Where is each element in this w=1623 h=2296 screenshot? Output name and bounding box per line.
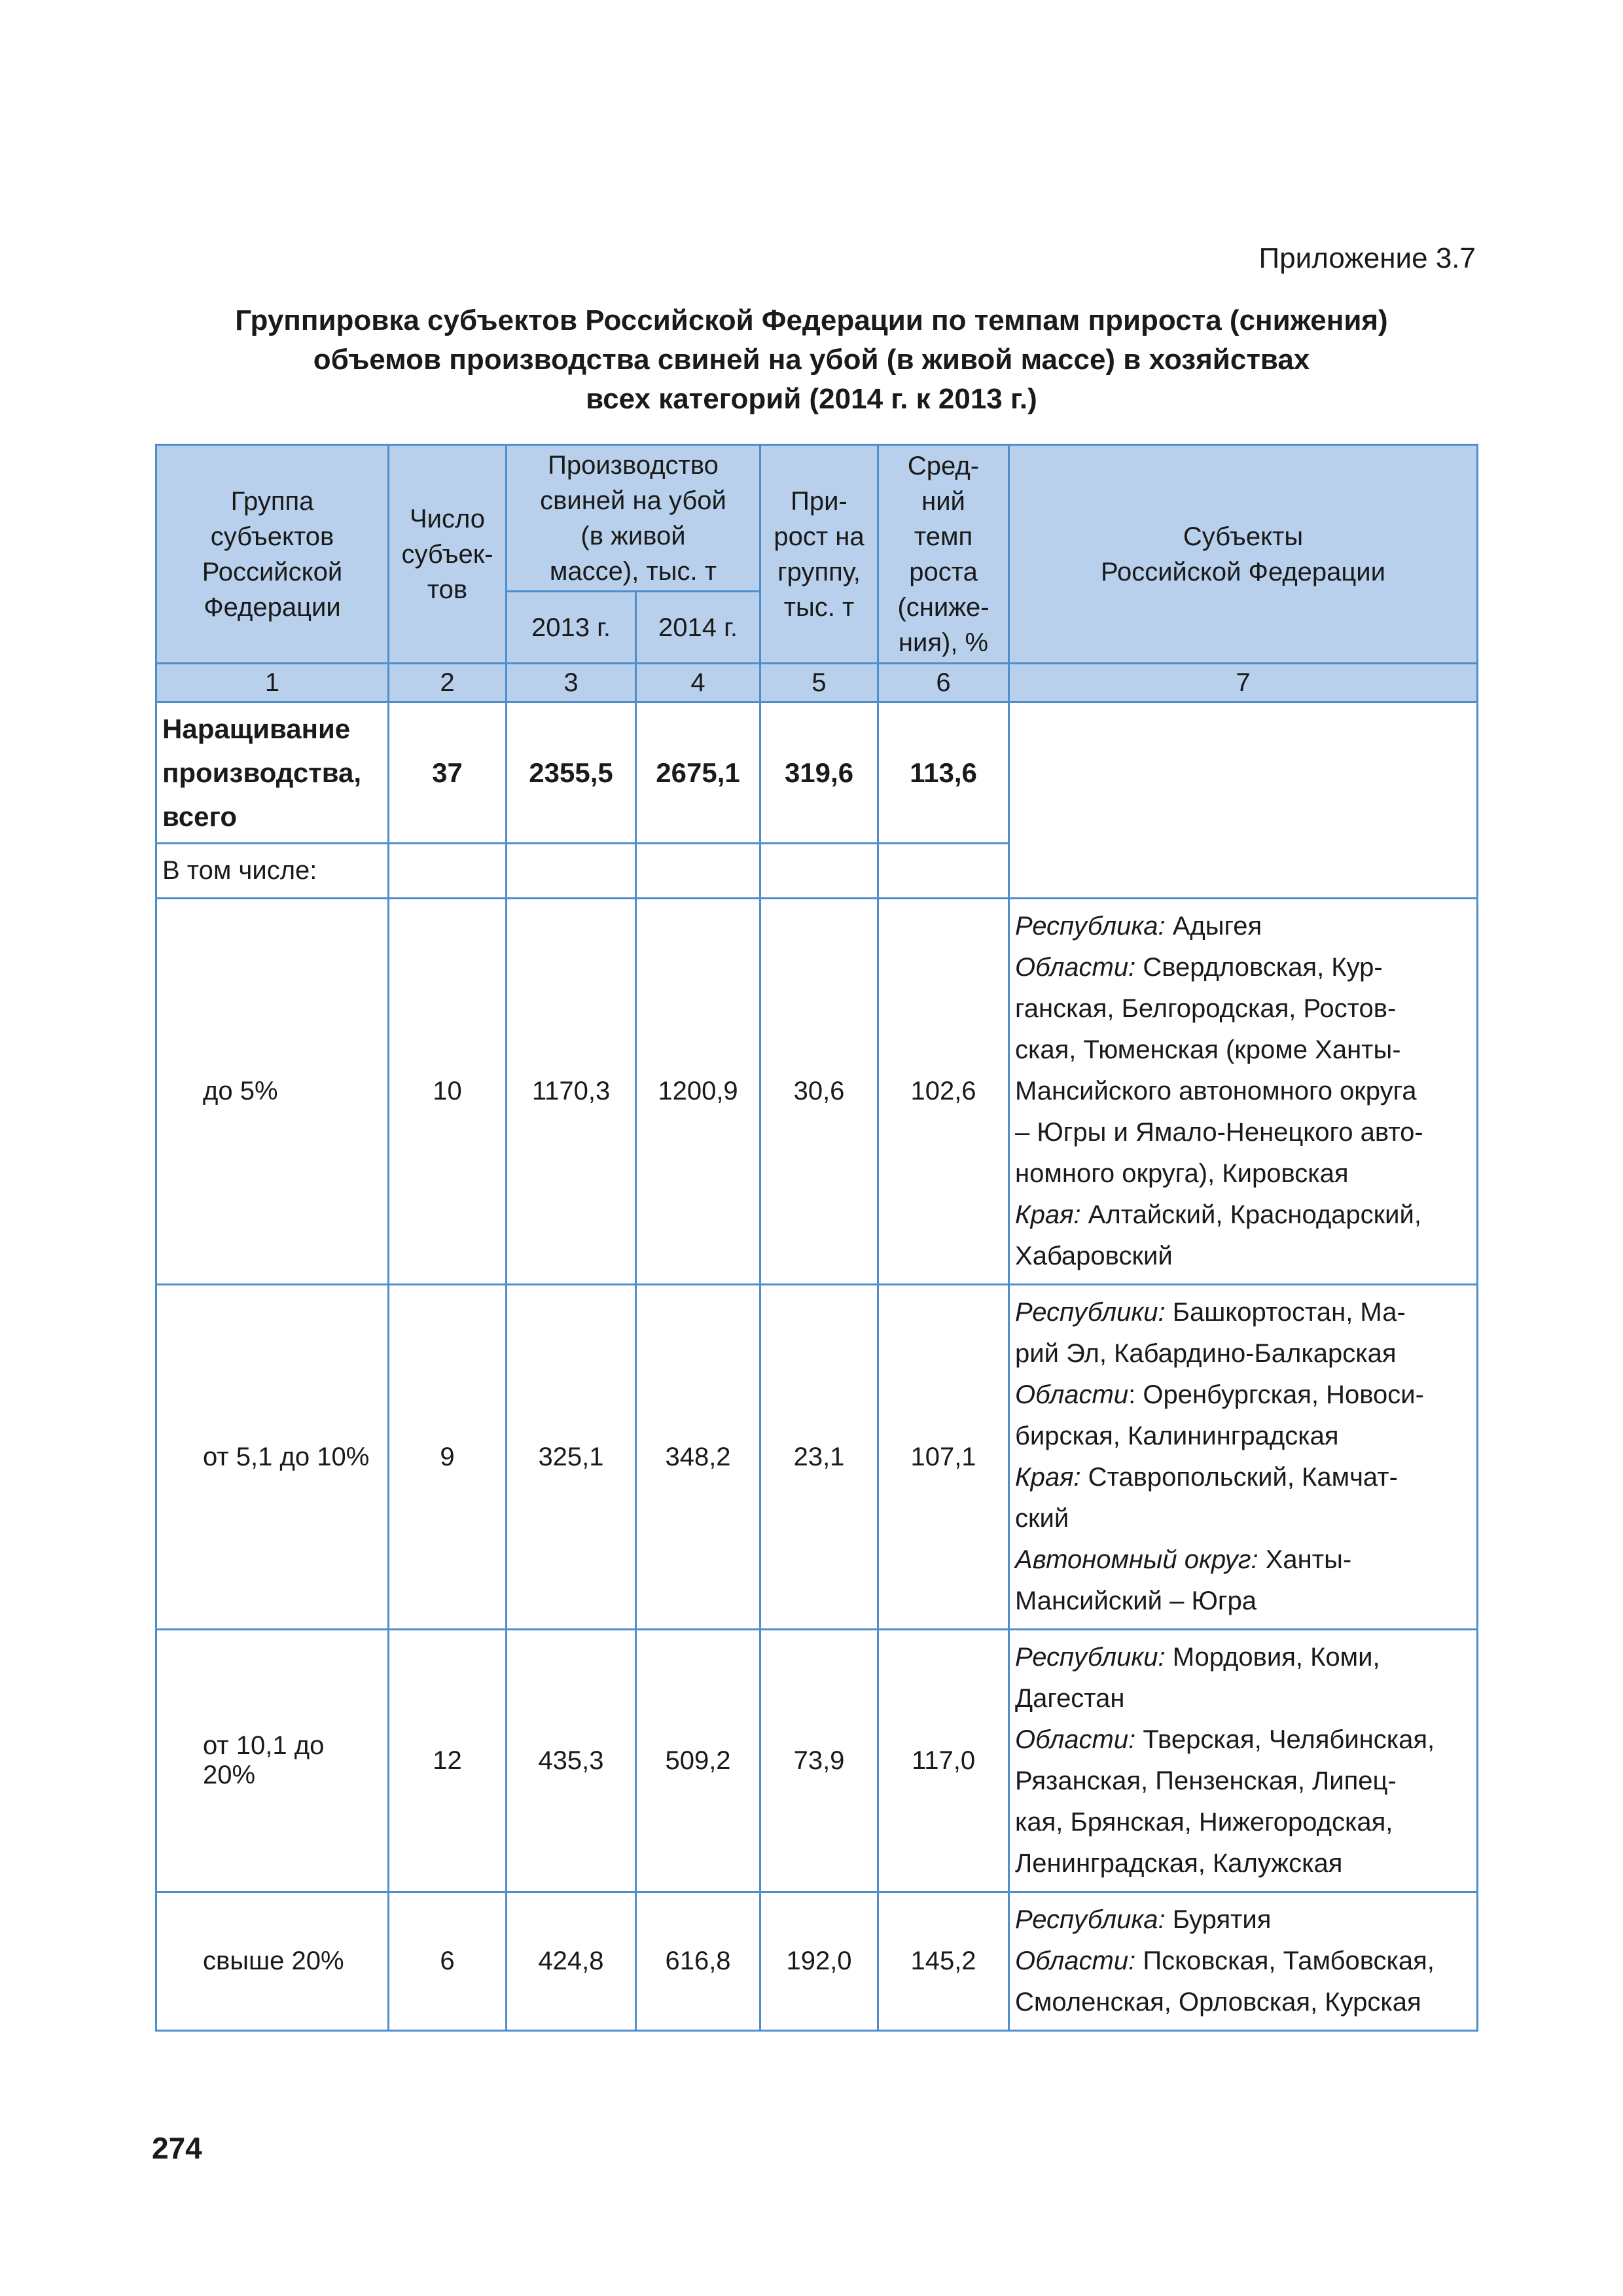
header-production — [507, 445, 760, 592]
header-text: Производство — [548, 450, 719, 480]
title-line: всех категорий (2014 г. к 2013 г.) — [586, 383, 1037, 415]
total-2014: 2675,1 — [636, 702, 760, 844]
header-text: (в живой — [580, 521, 686, 550]
group-2014: 616,8 — [636, 1892, 760, 2031]
group-2013: 325,1 — [507, 1285, 636, 1630]
empty-cell — [760, 844, 878, 899]
subject-line: Мансийского автономного округа — [1015, 1077, 1417, 1105]
subject-line: ская, Тюменская (кроме Ханты- — [1015, 1035, 1401, 1064]
header-count — [389, 445, 507, 664]
header-text: тов — [427, 575, 468, 604]
total-label — [156, 702, 389, 844]
group-rate: 145,2 — [878, 1892, 1009, 2031]
group-growth: 23,1 — [760, 1285, 878, 1630]
subject-line: рий Эл, Кабардино-Балкарская — [1015, 1339, 1397, 1368]
header-text: Число — [409, 504, 486, 533]
group-count: 10 — [389, 899, 507, 1285]
total-count: 37 — [389, 702, 507, 844]
subject-line: Ленинградская, Калужская — [1015, 1849, 1343, 1878]
column-number: 4 — [636, 664, 760, 702]
empty-cell — [878, 844, 1009, 899]
group-growth: 30,6 — [760, 899, 878, 1285]
subject-line: ский — [1015, 1504, 1069, 1533]
subject-line: Области: Оренбургская, Новоси- — [1015, 1380, 1424, 1409]
subject-line: номного округа), Кировская — [1015, 1159, 1349, 1188]
header-text: свиней на убой — [540, 486, 726, 515]
table-row — [156, 1285, 1478, 1630]
group-count: 12 — [389, 1630, 507, 1892]
header-text: Российской Федерации — [1101, 557, 1385, 586]
total-label-line: производства, — [162, 757, 362, 788]
group-2014: 1200,9 — [636, 899, 760, 1285]
group-rate: 107,1 — [878, 1285, 1009, 1630]
column-number-row — [156, 664, 1478, 702]
header-text: Субъекты — [1183, 522, 1304, 551]
title-line: объемов производства свиней на убой (в живой массе) в хозяйствах — [313, 344, 1310, 376]
header-row — [156, 445, 1478, 592]
subject-line: Мансийский – Югра — [1015, 1587, 1257, 1615]
appendix-label: Приложение 3.7 — [1258, 242, 1476, 274]
subject-line: Автономный округ: Ханты- — [1015, 1545, 1352, 1574]
group-label: до 5% — [156, 899, 389, 1285]
header-text: субъектов — [210, 522, 334, 551]
total-rate: 113,6 — [878, 702, 1009, 844]
header-growth — [760, 445, 878, 664]
header-text: роста — [909, 557, 978, 586]
column-number: 3 — [507, 664, 636, 702]
data-table — [155, 444, 1478, 2032]
subject-line: Края: Алтайский, Краснодарский, — [1015, 1200, 1421, 1229]
header-text: массе), тыс. т — [549, 556, 717, 586]
subject-line: кая, Брянская, Нижегородская, — [1015, 1808, 1393, 1837]
header-text: ния), % — [898, 628, 989, 657]
total-row — [156, 702, 1478, 844]
header-text: Федерации — [204, 592, 341, 622]
empty-cell — [507, 844, 636, 899]
subject-line: Республики: Мордовия, Коми, — [1015, 1643, 1380, 1672]
page-number: 274 — [152, 2131, 202, 2165]
group-label: свыше 20% — [156, 1892, 389, 2031]
header-subjects — [1009, 445, 1478, 664]
subject-line: Смоленская, Орловская, Курская — [1015, 1988, 1421, 2017]
subject-line: Рязанская, Пензенская, Липец- — [1015, 1767, 1397, 1795]
column-number: 2 — [389, 664, 507, 702]
group-subjects — [1009, 1285, 1478, 1630]
header-text: тыс. т — [783, 592, 855, 622]
group-2014: 509,2 — [636, 1630, 760, 1892]
header-text: При- — [791, 486, 847, 516]
header-text: группу, — [777, 557, 861, 586]
group-2013: 1170,3 — [507, 899, 636, 1285]
group-growth: 192,0 — [760, 1892, 878, 2031]
total-growth: 319,6 — [760, 702, 878, 844]
group-rate: 102,6 — [878, 899, 1009, 1285]
group-count: 6 — [389, 1892, 507, 2031]
subject-line: Области: Тверская, Челябинская, — [1015, 1725, 1435, 1754]
subject-line: Хабаровский — [1015, 1242, 1173, 1270]
group-subjects — [1009, 1892, 1478, 2031]
group-count: 9 — [389, 1285, 507, 1630]
group-2013: 424,8 — [507, 1892, 636, 2031]
header-2014: 2014 г. — [636, 592, 760, 664]
header-text: Российской — [202, 557, 343, 586]
title-line: Группировка субъектов Российской Федерации по темпам прироста (снижения) — [235, 304, 1388, 336]
incl-label: В том числе: — [156, 844, 389, 899]
subject-line: Края: Ставропольский, Камчат- — [1015, 1463, 1398, 1492]
header-text: темп — [914, 522, 973, 551]
group-growth: 73,9 — [760, 1630, 878, 1892]
header-text: (сниже- — [897, 592, 990, 622]
total-label-line: Наращивание — [162, 713, 351, 744]
header-2013: 2013 г. — [507, 592, 636, 664]
subject-line: ганская, Белгородская, Ростов- — [1015, 994, 1397, 1023]
header-text: рост на — [774, 522, 865, 551]
subject-line: Республика: Адыгея — [1015, 912, 1262, 941]
subject-line: Республики: Башкортостан, Ма- — [1015, 1298, 1406, 1327]
subject-line: Республика: Бурятия — [1015, 1905, 1272, 1934]
column-number: 7 — [1009, 664, 1478, 702]
header-text: ний — [921, 486, 965, 516]
table-title — [151, 301, 1472, 419]
group-2014: 348,2 — [636, 1285, 760, 1630]
group-subjects — [1009, 1630, 1478, 1892]
group-subjects — [1009, 899, 1478, 1285]
subject-line: Области: Псковская, Тамбовская, — [1015, 1946, 1435, 1975]
group-label-line: от 10,1 до — [203, 1731, 325, 1760]
total-subjects — [1009, 702, 1478, 899]
group-label: от 5,1 до 10% — [156, 1285, 389, 1630]
header-text: Группа — [230, 486, 314, 516]
column-number: 1 — [156, 664, 389, 702]
group-rate: 117,0 — [878, 1630, 1009, 1892]
table-row — [156, 1892, 1478, 2031]
total-2013: 2355,5 — [507, 702, 636, 844]
total-label-line: всего — [162, 801, 238, 832]
group-label-line: 20% — [203, 1761, 256, 1789]
group-label — [156, 1630, 389, 1892]
empty-cell — [636, 844, 760, 899]
table-row — [156, 899, 1478, 1285]
header-group — [156, 445, 389, 664]
column-number: 5 — [760, 664, 878, 702]
header-text: Сред- — [907, 451, 980, 480]
subject-line: – Югры и Ямало-Ненецкого авто- — [1015, 1118, 1423, 1147]
header-rate — [878, 445, 1009, 664]
table-row — [156, 1630, 1478, 1892]
group-2013: 435,3 — [507, 1630, 636, 1892]
empty-cell — [389, 844, 507, 899]
subject-line: Области: Свердловская, Кур- — [1015, 953, 1383, 982]
subject-line: бирская, Калининградская — [1015, 1422, 1339, 1450]
header-text: субъек- — [401, 539, 493, 569]
subject-line: Дагестан — [1015, 1684, 1125, 1713]
column-number: 6 — [878, 664, 1009, 702]
